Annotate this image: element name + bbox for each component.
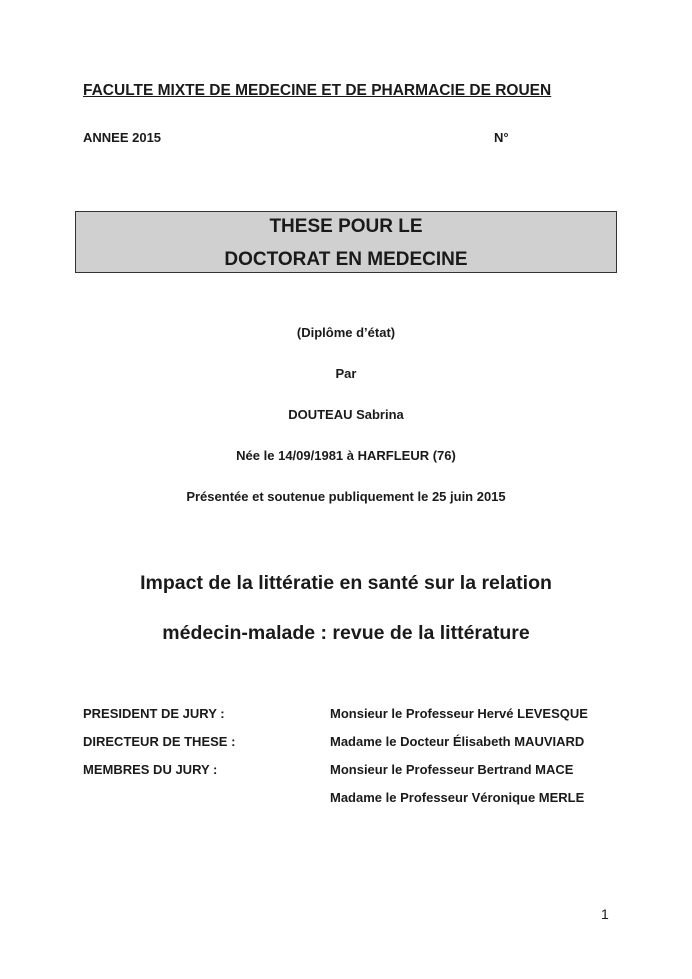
by-label: Par bbox=[335, 366, 357, 381]
thesis-title-line-1: Impact de la littératie en santé sur la relation bbox=[140, 572, 552, 594]
academic-year: ANNEE 2015 bbox=[83, 130, 162, 145]
page-number: 1 bbox=[601, 906, 609, 922]
jury-member-name: Madame le Docteur Élisabeth MAUVIARD bbox=[330, 734, 585, 749]
defense-info: Présentée et soutenue publiquement le 25 juin 2015 bbox=[186, 489, 506, 504]
jury-role-label: PRESIDENT DE JURY : bbox=[83, 706, 225, 721]
jury-member-name: Monsieur le Professeur Hervé LEVESQUE bbox=[330, 706, 588, 721]
thesis-type-line-2: DOCTORAT EN MEDECINE bbox=[224, 249, 468, 270]
thesis-type-line-1: THESE POUR LE bbox=[269, 216, 423, 237]
faculty-heading: FACULTE MIXTE DE MEDECINE ET DE PHARMACIE DE ROUEN bbox=[83, 82, 552, 99]
jury-role-label: MEMBRES DU JURY : bbox=[83, 762, 218, 777]
thesis-number-label: N° bbox=[494, 130, 509, 145]
birth-info: Née le 14/09/1981 à HARFLEUR (76) bbox=[236, 448, 456, 463]
jury-member-name: Monsieur le Professeur Bertrand MACE bbox=[330, 762, 574, 777]
author-name: DOUTEAU Sabrina bbox=[288, 407, 404, 422]
jury-member-name: Madame le Professeur Véronique MERLE bbox=[330, 790, 585, 805]
thesis-title-line-2: médecin-malade : revue de la littérature bbox=[162, 622, 530, 644]
thesis-type-box bbox=[75, 211, 617, 273]
jury-role-label: DIRECTEUR DE THESE : bbox=[83, 734, 236, 749]
diploma-label: (Diplôme d’état) bbox=[296, 325, 396, 340]
